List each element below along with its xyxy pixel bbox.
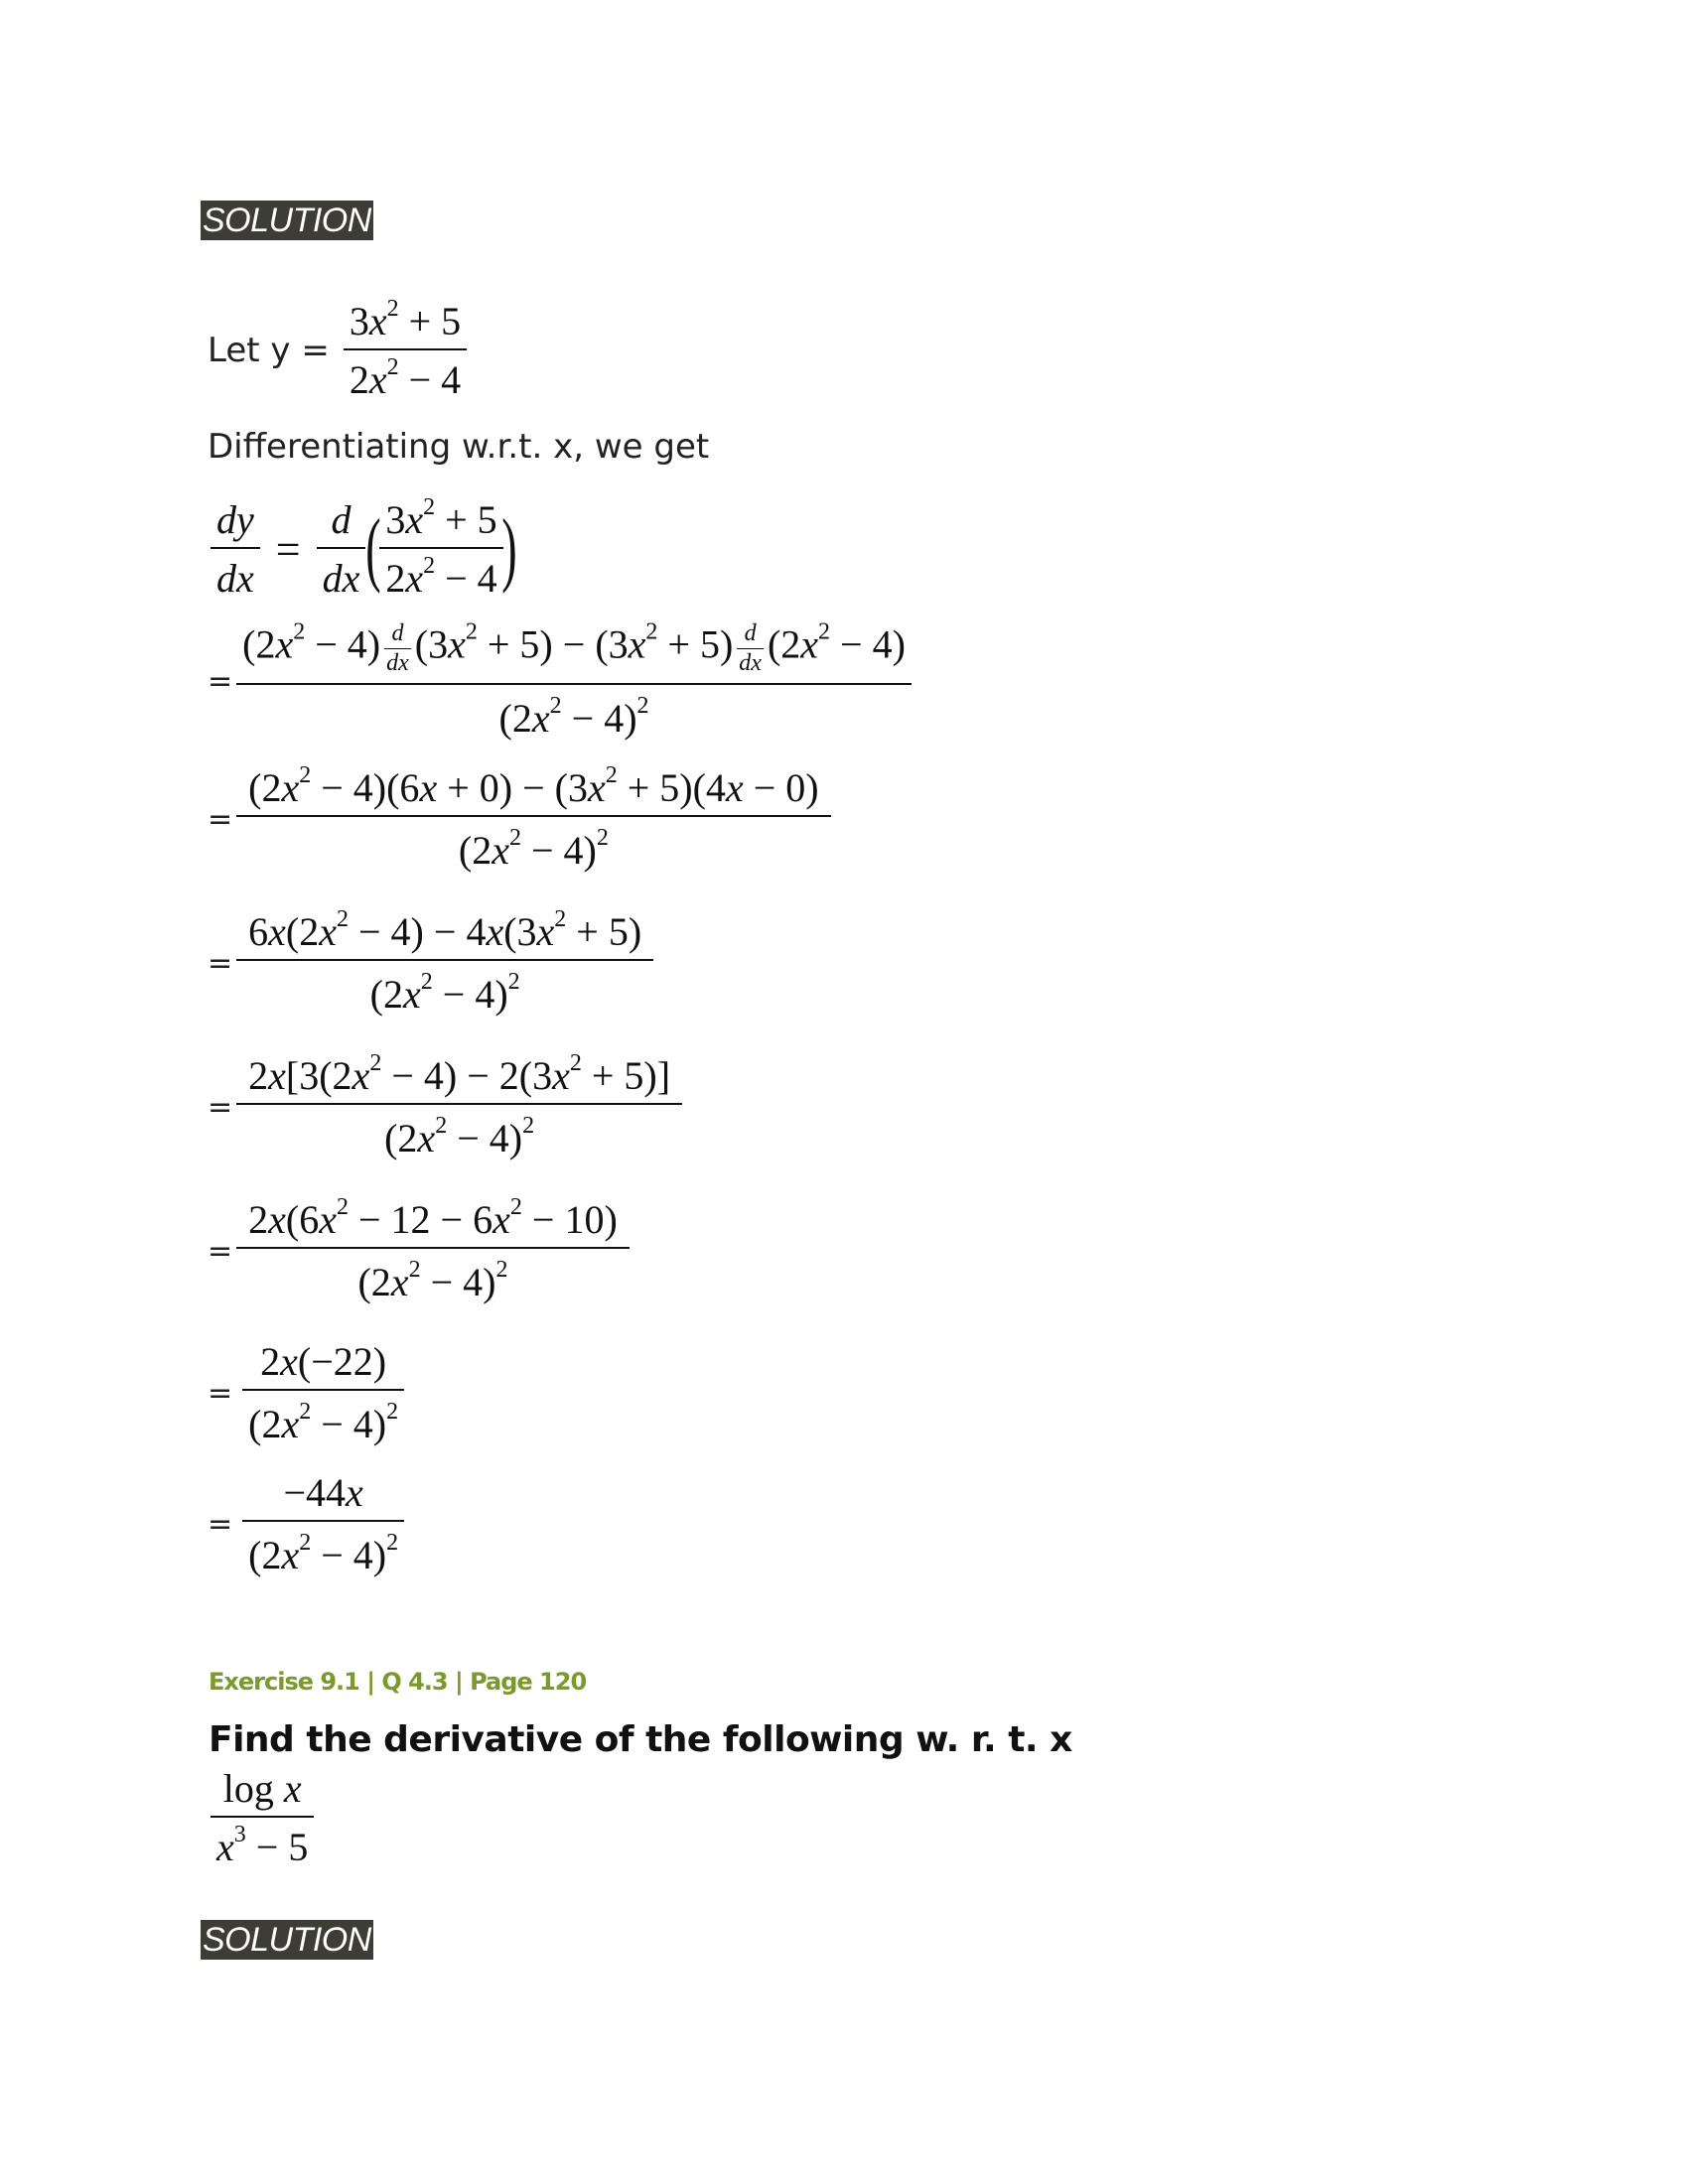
question-fraction xyxy=(211,1765,314,1870)
step-fraction: $(2x^2 - 4)$ $\frac{d}{dx}$ $(3x^2 + 5) - (3x^2 + 5)$ $\frac{d}{dx}$ $(2x^2 - 4)$ $(2x^2 - 4)^2$ xyxy=(242,620,906,742)
dy-dx-fraction: $\frac{dy}{dx}$ xyxy=(211,496,260,602)
step-expanded xyxy=(208,905,647,1018)
step-simplified xyxy=(208,1193,624,1305)
d-dx-operator: $\frac{d}{dx}$ xyxy=(317,496,366,602)
left-paren: ( xyxy=(365,502,382,595)
step-fraction: $\frac{2x(-22)}{(2x^2 - 4)^2}$ xyxy=(242,1338,404,1447)
equals-sign: = xyxy=(275,524,301,574)
let-fraction xyxy=(344,295,467,403)
solution-badge: SOLUTION xyxy=(203,202,371,239)
step-fraction: $\frac{-44x}{(2x^2 - 4)^2}$ xyxy=(242,1469,404,1578)
equals-sign: = xyxy=(208,1375,233,1411)
equals-sign: = xyxy=(208,801,233,837)
step-differentiated xyxy=(208,761,825,874)
differentiating-text: Differentiating w.r.t. x, we get xyxy=(208,427,710,467)
fraction xyxy=(211,1765,314,1870)
fraction-numerator: $3x^2 + 5$ xyxy=(349,295,462,343)
exercise-label: Exercise 9.1 | Q 4.3 | Page 120 xyxy=(209,1668,587,1696)
let-y-definition xyxy=(208,295,467,403)
step-fraction: $\frac{2x(6x^2 - 12 - 6x^2 - 10)}{(2x^2 - 4)^2}$ xyxy=(242,1196,624,1305)
question-title: Find the derivative of the following w. r. t. x xyxy=(209,1719,1072,1760)
fraction-denominator: $x^3 - 5$ xyxy=(211,1816,314,1870)
right-paren: ) xyxy=(500,502,517,595)
inner-fraction: $\frac{3x^2 + 5}{2x^2 - 4}$ xyxy=(379,496,502,602)
step-reduced xyxy=(208,1338,404,1447)
step-factored xyxy=(208,1049,676,1161)
solution-badge: SOLUTION xyxy=(203,1921,371,1959)
equals-sign: = xyxy=(208,663,233,699)
fraction-numerator: log x xyxy=(222,1766,302,1811)
step-fraction: $\frac{6x(2x^2 - 4) - 4x(3x^2 + 5)}{(2x^2 - 4)^2}$ xyxy=(242,908,647,1018)
step-fraction: $\frac{(2x^2 - 4)(6x + 0) - (3x^2 + 5)(4x - 0)}{(2x^2 - 4)^2}$ xyxy=(242,764,824,874)
step-quotient-rule xyxy=(208,620,906,742)
equals-sign: = xyxy=(208,1233,233,1269)
equals-sign: = xyxy=(208,945,233,981)
let-label: Let y = xyxy=(208,331,330,370)
fraction-denominator: $2x^2 - 4$ xyxy=(344,348,467,403)
equals-sign: = xyxy=(208,1089,233,1125)
equals-sign: = xyxy=(208,1506,233,1542)
step-final-answer xyxy=(208,1469,404,1578)
step-fraction: $\frac{2x[3(2x^2 - 4) - 2(3x^2 + 5)]}{(2x^2 - 4)^2}$ xyxy=(242,1052,676,1161)
derivative-definition xyxy=(211,493,523,602)
